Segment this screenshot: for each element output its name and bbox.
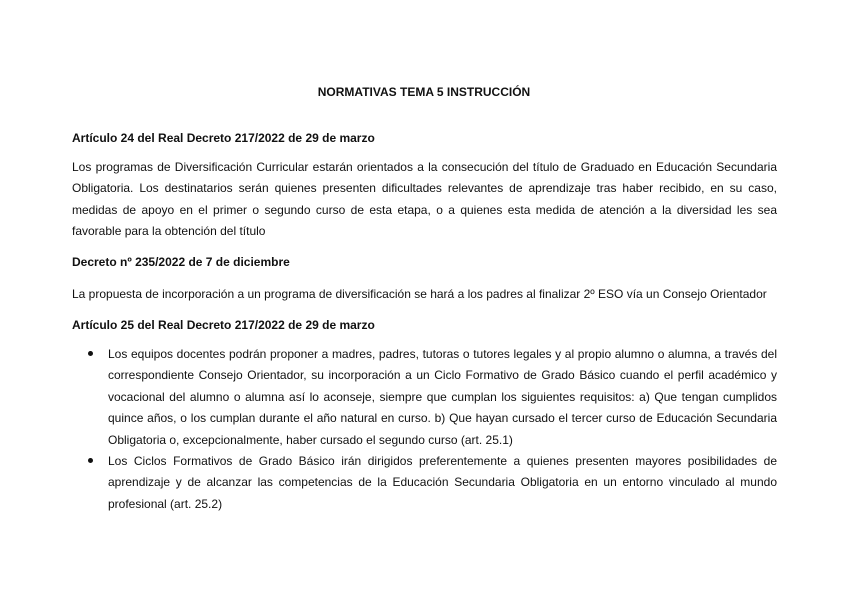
section-heading-decreto-235: Decreto nº 235/2022 de 7 de diciembre — [72, 255, 290, 269]
bullet-text: Los equipos docentes podrán proponer a madres, padres, tutoras o tutores legales y al propio alumno o alumna, a través del correspondiente Consejo Orientador, su incorporación a un Ciclo Formativo de Grado Básico cuando el perfil académico y vocacional del alumno o alumna así lo aconseje, siempre que cumplan los siguientes requisitos: a) Que tengan cumplidos quince años, o los cumplan durante el año natural en curso. b) Que hayan cursado el tercer curso de Educación Secundaria Obligatoria o, excepcionalmente, haber cursado el segundo curso (art. 25.1) — [108, 347, 777, 447]
section-heading-articulo-24: Artículo 24 del Real Decreto 217/2022 de 29 de marzo — [72, 131, 375, 145]
list-item — [0, 344, 848, 451]
bullet-list — [0, 344, 848, 515]
list-item — [0, 451, 848, 515]
section-text-articulo-24: Los programas de Diversificación Curricular estarán orientados a la consecución del título de Graduado en Educación Secundaria Obligatoria. Los destinatarios serán quienes presenten dificultades relevantes de aprendizaje tras haber recibido, en su caso, medidas de apoyo en el primer o segundo curso de esta etapa, o a quienes esta medida de atención a la diversidad les sea favorable para la obtención del título — [72, 160, 777, 239]
bullet-icon — [88, 351, 93, 356]
bullet-icon — [88, 458, 93, 463]
section-text-decreto-235: La propuesta de incorporación a un programa de diversificación se hará a los padres al finalizar 2º ESO vía un Consejo Orientador — [72, 287, 767, 301]
bullet-text: Los Ciclos Formativos de Grado Básico irán dirigidos preferentemente a quienes presenten mayores posibilidades de aprendizaje y de alcanzar las competencias de la Educación Secundaria Obligatoria en un entorno vinculado al mundo profesional (art. 25.2) — [108, 454, 777, 511]
document-title: NORMATIVAS TEMA 5 INSTRUCCIÓN — [317, 85, 531, 99]
section-heading-articulo-25: Artículo 25 del Real Decreto 217/2022 de 29 de marzo — [72, 318, 375, 332]
